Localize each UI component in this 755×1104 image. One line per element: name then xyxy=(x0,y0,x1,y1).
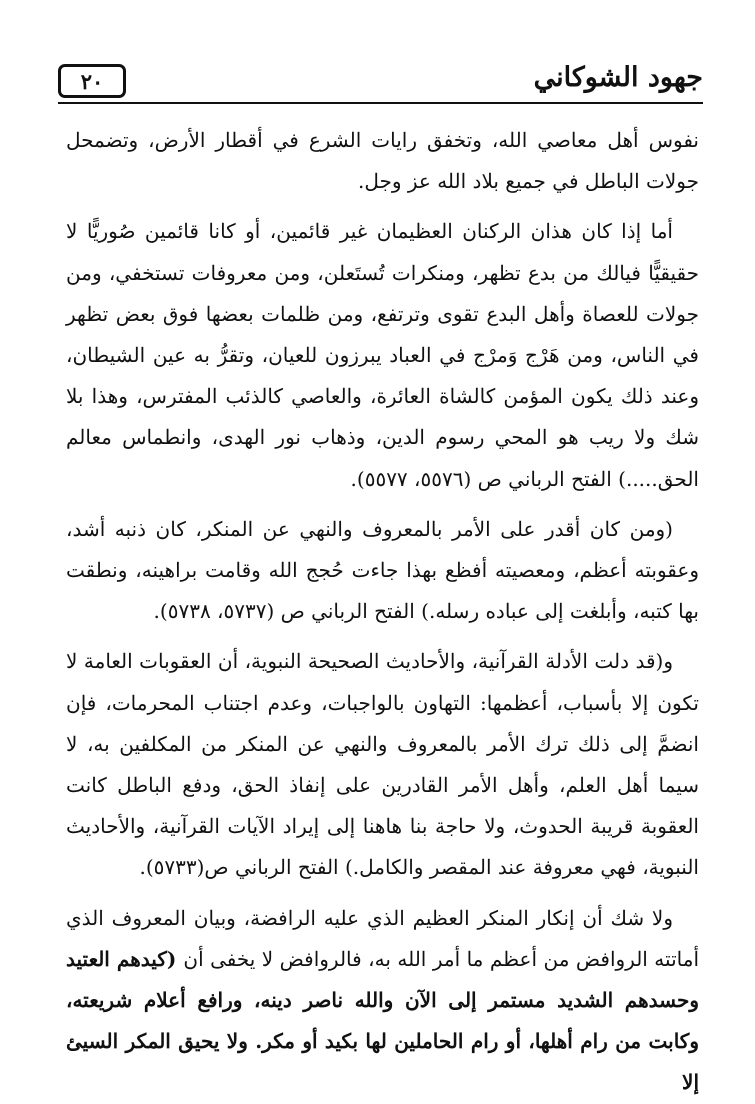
running-title: جهود الشوكاني xyxy=(533,62,703,93)
body-text xyxy=(66,120,699,1104)
header-rule xyxy=(58,102,703,104)
page-number-box xyxy=(58,64,126,98)
paragraph-rafida-bold-quote: (كيدهم العتيد وحسدهم الشديد مستمر إلى الآن والله ناصر دينه، ورافع أعلام شريعته، وكابت من رام أهلها، أو رام الحاملين لها بكيد أو مكر. ولا يحيق المكر السيئ إلا xyxy=(66,946,699,1095)
paragraph-punishments: و(قد دلت الأدلة القرآنية، والأحاديث الصحيحة النبوية، أن العقوبات العامة لا تكون إلا بأسباب، أعظمها: التهاون بالواجبات، وعدم اجتناب المحرمات، فإن انضمَّ إلى ذلك ترك الأمر بالمعروف والنهي عن المنكر من المكلفين به، لا سيما أهل العلم، وأهل الأمر القادرين على إنفاذ الحق، ودفع الباطل كانت العقوبة قريبة الحدوث، ولا حاجة بنا هاهنا إلى إيراد الآيات القرآنية، والأحاديث النبوية، فهي معروفة عند المقصر والكامل.) الفتح الرباني ص(٥٧٣٣). xyxy=(66,649,699,880)
page-header xyxy=(58,58,703,106)
paragraph-pillars: أما إذا كان هذان الركنان العظيمان غير قائمين، أو كانا قائمين صُوريًّا لا حقيقيًّا فيالك من بدع تظهر، ومنكرات تُستَعلن، ومن معروفات تستخفي، ومن جولات للعصاة وأهل البدع تقوى وترتفع، ومن ظلمات بعضها فوق بعض تظهر في الناس، ومن هَرْج وَمرْج في العباد يبرزون للعيان، وتقرُّ به عين الشيطان، وعند ذلك يكون المؤمن كالشاة العائرة، والعاصي كالذئب المفترس، وهذا بلا شك ولا ريب هو المحي رسوم الدين، وذهاب نور الهدى، وانطماس معالم الحق.....) الفتح الرباني ص (٥٥٧٦، ٥٥٧٧). xyxy=(66,219,699,491)
paragraph-continuation: نفوس أهل معاصي الله، وتخفق رايات الشرع في أقطار الأرض، وتضمحل جولات الباطل في جميع بلاد الله عز وجل. xyxy=(66,128,699,194)
paragraph-rafida-text: ولا شك أن إنكار المنكر العظيم الذي عليه الرافضة، وبيان المعروف الذي أماتته الروافض من أعظم ما أمر الله به، فالروافض لا يخفى أن xyxy=(66,905,699,971)
page-number: ٢٠ xyxy=(80,68,104,94)
paragraph-capability: (ومن كان أقدر على الأمر بالمعروف والنهي عن المنكر، كان ذنبه أشد، وعقوبته أعظم، ومعصيته أفظع بهذا جاءت حُجج الله وقامت براهينه، ونطقت بها كتبه، وأبلغت إلى عباده رسله.) الفتح الرباني ص (٥٧٣٧، ٥٧٣٨). xyxy=(66,516,699,624)
paragraph-rafida xyxy=(66,898,699,1104)
